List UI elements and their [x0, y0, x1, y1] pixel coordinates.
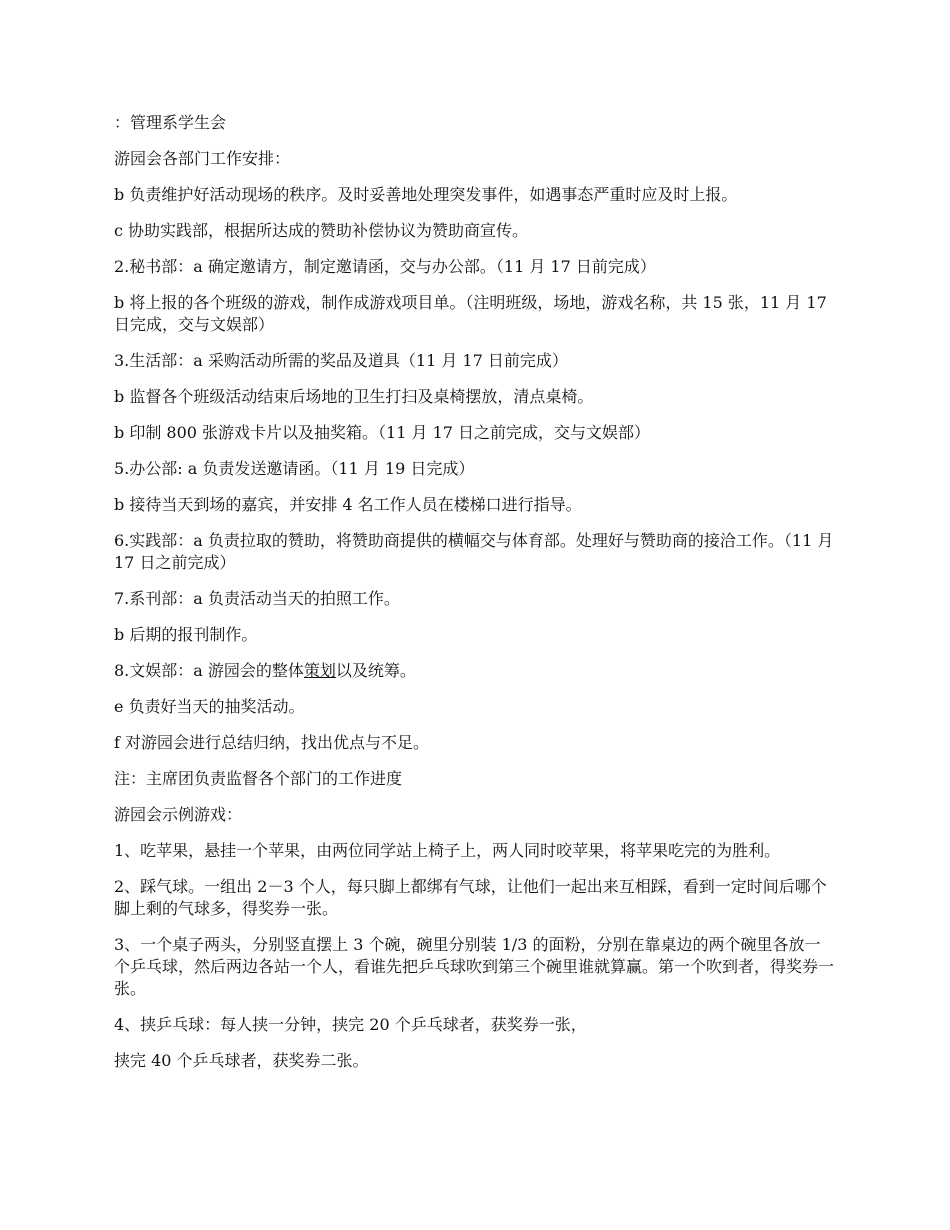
paragraph: 6.实践部：a 负责拉取的赞助，将赞助商提供的横幅交与体育部。处理好与赞助商的接洽工作。（11 月 17 日之前完成）: [114, 531, 834, 572]
paragraph: 挟完 40 个乒乓球者，获奖券二张。: [114, 1051, 369, 1070]
game-item: 4、挟乒乓球：每人挟一分钟，挟完 20 个乒乓球者，获奖券一张，: [114, 1015, 587, 1034]
paragraph: b 负责维护好活动现场的秩序。及时妥善地处理突发事件，如遇事态严重时应及时上报。: [114, 185, 738, 204]
paragraph: b 印制 800 张游戏卡片以及抽奖箱。（11 月 17 日之前完成，交与文娱部）: [114, 423, 651, 442]
paragraph: e 负责好当天的抽奖活动。: [114, 697, 305, 716]
paragraph: 2.秘书部：a 确定邀请方，制定邀请函，交与办公部。（11 月 17 日前完成）: [114, 257, 656, 276]
paragraph: f 对游园会进行总结归纳，找出优点与不足。: [114, 733, 430, 752]
underlined-term: 策划: [303, 661, 336, 680]
document-page: [114, 112, 834, 1086]
paragraph: 5.办公部: a 负责发送邀请函。（11 月 19 日完成）: [114, 459, 475, 478]
paragraph: b 监督各个班级活动结束后场地的卫生打扫及桌椅摆放，清点桌椅。: [114, 387, 594, 406]
org-line: ：管理系学生会: [114, 113, 227, 132]
paragraph: c 协助实践部，根据所达成的赞助补偿协议为赞助商宣传。: [114, 221, 529, 240]
paragraph: 7.系刊部：a 负责活动当天的拍照工作。: [114, 589, 400, 608]
game-item: 1、吃苹果，悬挂一个苹果，由两位同学站上椅子上，两人同时咬苹果，将苹果吃完的为胜利。: [114, 841, 781, 860]
paragraph: b 接待当天到场的嘉宾，并安排 4 名工作人员在楼梯口进行指导。: [114, 495, 582, 514]
section-heading: 游园会各部门工作安排：: [114, 149, 291, 168]
note: 注：主席团负责监督各个部门的工作进度: [114, 769, 403, 788]
paragraph: b 后期的报刊制作。: [114, 625, 258, 644]
paragraph: 3.生活部：a 采购活动所需的奖品及道具（11 月 17 日前完成）: [114, 351, 568, 370]
paragraph: b 将上报的各个班级的游戏，制作成游戏项目单。（注明班级，场地，游戏名称，共 15 张，11 月 17 日完成，交与文娱部）: [114, 293, 827, 334]
section-heading: 游园会示例游戏：: [114, 805, 243, 824]
game-item: 2、踩气球。一组出 2－3 个人，每只脚上都绑有气球，让他们一起出来互相踩，看到一定时间后哪个脚上剩的气球多，得奖券一张。: [114, 877, 827, 918]
paragraph: 8.文娱部：a 游园会的整体策划以及统筹。: [114, 661, 416, 680]
game-item: 3、一个桌子两头，分别竖直摆上 3 个碗，碗里分别装 1/3 的面粉，分别在靠桌边的两个碗里各放一个乒乓球，然后两边各站一个人，看谁先把乒乓球吹到第三个碗里谁就算赢。第一个吹到者，得奖券一张。: [114, 935, 835, 998]
